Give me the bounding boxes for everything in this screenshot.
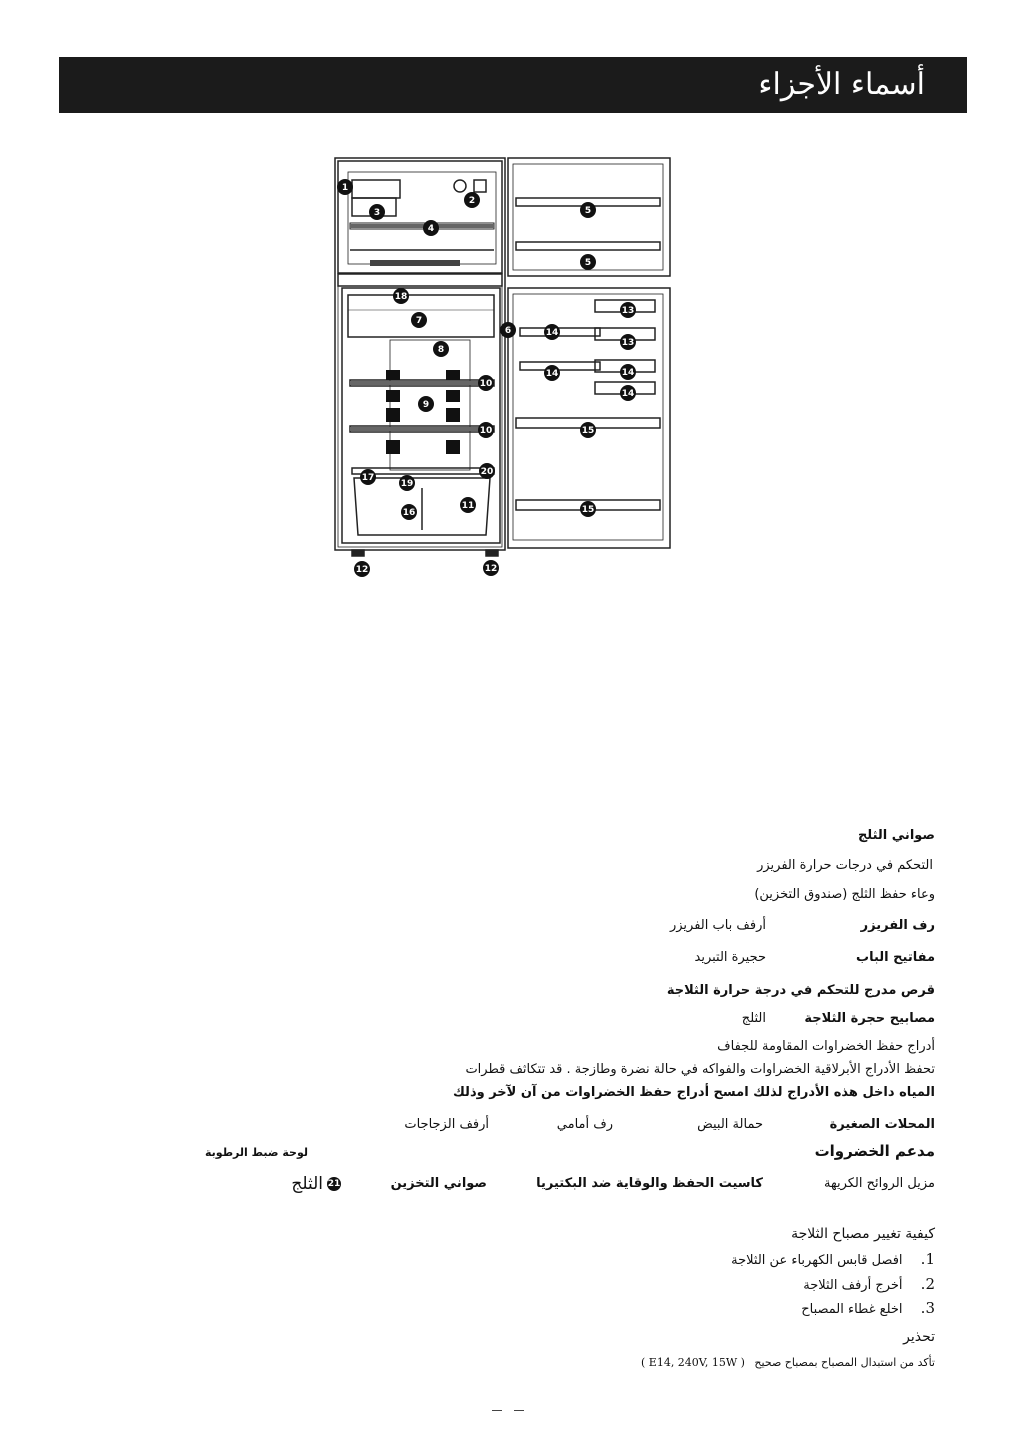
- warning-text: تأكد من استبدال المصباح بمصباح صحيح: [754, 1356, 935, 1369]
- callout-number: 10: [479, 426, 493, 436]
- warning-spec: ( E14, 240V, 15W ): [641, 1356, 745, 1369]
- callout-1: [337, 179, 353, 195]
- callout-number: 13: [621, 338, 635, 348]
- part-small-items: المحلات الصغيرة: [829, 1117, 935, 1132]
- callout-6: [500, 322, 516, 338]
- refrigerator-diagram: [330, 150, 675, 585]
- callout-number: 13: [621, 306, 635, 316]
- callout-15: [580, 422, 596, 438]
- part-egg-holder: حمالة البيض: [697, 1117, 763, 1132]
- callout-10: [478, 422, 494, 438]
- lamp-title: كيفية تغيير مصباح الثلاجة: [791, 1226, 935, 1242]
- callout-number: 4: [427, 224, 435, 234]
- part-fridge-dial: قرص مدرج للتحكم في درجة حرارة الثلاجة: [666, 983, 935, 998]
- callout-5: [580, 254, 596, 270]
- callout-4: [423, 220, 439, 236]
- callout-13: [620, 302, 636, 318]
- part-fridge-lamps: مصابيح حجرة الثلاجة: [804, 1011, 935, 1026]
- part-ice-21-label: الثلج: [291, 1174, 323, 1194]
- lamp-step-1-num: 1.: [920, 1250, 935, 1268]
- section-header: [59, 57, 967, 113]
- callout-number: 14: [545, 328, 559, 338]
- lamp-step-3-text: اخلع غطاء المصباح: [801, 1302, 903, 1317]
- callout-8: [433, 341, 449, 357]
- crisper-description-1: تحفظ الأدراج الأبرلاقية الخضراوات والفواكه في حالة نضرة وطازجة . قد تتكاثف قطرات: [465, 1062, 935, 1077]
- callout-15: [580, 501, 596, 517]
- callout-number: 20: [480, 467, 494, 477]
- callout-12: [354, 561, 370, 577]
- callout-number: 2: [468, 196, 476, 206]
- part-chiller-compartment: حجيرة التبريد: [694, 950, 766, 965]
- callout-14: [620, 385, 636, 401]
- callout-number: 8: [437, 345, 445, 355]
- lamp-step-1: [731, 1250, 935, 1268]
- callout-21-badge: 21: [327, 1179, 341, 1189]
- callout-number: 9: [422, 400, 430, 410]
- part-antibacterial-cassette: كاسيت الحفظ والوقاية ضد البكتيريا: [536, 1176, 763, 1191]
- lamp-step-3-num: 3.: [920, 1299, 935, 1317]
- callout-2: [464, 192, 480, 208]
- callout-number: 18: [394, 292, 408, 302]
- part-bottle-shelves: أرفف الزجاجات: [404, 1117, 489, 1132]
- callout-number: 14: [621, 389, 635, 399]
- lamp-step-2: [803, 1275, 935, 1293]
- callout-number: 12: [355, 565, 369, 575]
- callout-number: 14: [545, 369, 559, 379]
- callout-number: 11: [461, 501, 475, 511]
- part-ice-bin: وعاء حفظ الثلج (صندوق التخزين): [754, 887, 935, 902]
- callout-number: 12: [484, 564, 498, 574]
- callout-number: 1: [341, 183, 349, 193]
- part-freezer-control: التحكم في درجات حرارة الفريزر: [757, 858, 933, 873]
- callout-20: [479, 463, 495, 479]
- callout-number: 3: [373, 208, 381, 218]
- part-crisper-drawers: أدراج حفظ الخضراوات المقاومة للجفاف: [717, 1039, 935, 1054]
- callout-17: [360, 469, 376, 485]
- part-freezer-door-shelves: أرفف باب الفريزر: [669, 918, 766, 933]
- lamp-step-3: [801, 1299, 935, 1317]
- callout-13: [620, 334, 636, 350]
- callout-number: 6: [504, 326, 512, 336]
- part-storage-trays: صواني التخزين: [390, 1176, 487, 1191]
- page-number-dash: [492, 1396, 536, 1398]
- callout-3: [369, 204, 385, 220]
- callout-number: 16: [402, 508, 416, 518]
- callout-16: [401, 504, 417, 520]
- callout-number: 7: [415, 316, 423, 326]
- lamp-step-1-text: افصل قابس الكهرباء عن الثلاجة: [731, 1253, 903, 1268]
- callout-14: [620, 364, 636, 380]
- section-title: أسماء الأجزاء: [758, 67, 925, 102]
- crisper-description-2: المياه داخل هذه الأدراج لذلك امسح أدراج حفظ الخضراوات من آن لآخر وذلك: [452, 1085, 935, 1100]
- callout-7: [411, 312, 427, 328]
- part-humidity-panel: لوحة ضبط الرطوبة: [205, 1146, 308, 1159]
- part-front-shelf: رف أمامي: [556, 1117, 613, 1132]
- warning-title: تحذير: [903, 1329, 935, 1345]
- part-ice-trays: صواني الثلج: [857, 828, 935, 843]
- part-freezer-shelf: رف الفريزر: [860, 918, 935, 933]
- warning-line: [641, 1356, 935, 1369]
- callout-11: [460, 497, 476, 513]
- part-vegetable-support: مدعم الخضروات: [814, 1142, 935, 1160]
- part-ice-21: [291, 1174, 341, 1194]
- callout-number: 17: [361, 473, 375, 483]
- callout-12: [483, 560, 499, 576]
- part-door-switches: مفاتيح الباب: [856, 950, 935, 965]
- callout-number: 19: [400, 479, 414, 489]
- callout-18: [393, 288, 409, 304]
- callout-number: 14: [621, 368, 635, 378]
- part-ice: الثلج: [741, 1011, 766, 1026]
- lamp-step-2-text: أخرج أرفف الثلاجة: [803, 1278, 903, 1293]
- callout-19: [399, 475, 415, 491]
- callout-number: 5: [584, 258, 592, 268]
- callout-14: [544, 365, 560, 381]
- lamp-step-2-num: 2.: [920, 1275, 935, 1293]
- callout-number: 15: [581, 426, 595, 436]
- callout-number: 5: [584, 206, 592, 216]
- callout-number: 15: [581, 505, 595, 515]
- callout-9: [418, 396, 434, 412]
- part-deodorizer: مزيل الروائح الكريهة: [823, 1176, 935, 1191]
- callout-10: [478, 375, 494, 391]
- callout-5: [580, 202, 596, 218]
- callout-14: [544, 324, 560, 340]
- callout-number: 10: [479, 379, 493, 389]
